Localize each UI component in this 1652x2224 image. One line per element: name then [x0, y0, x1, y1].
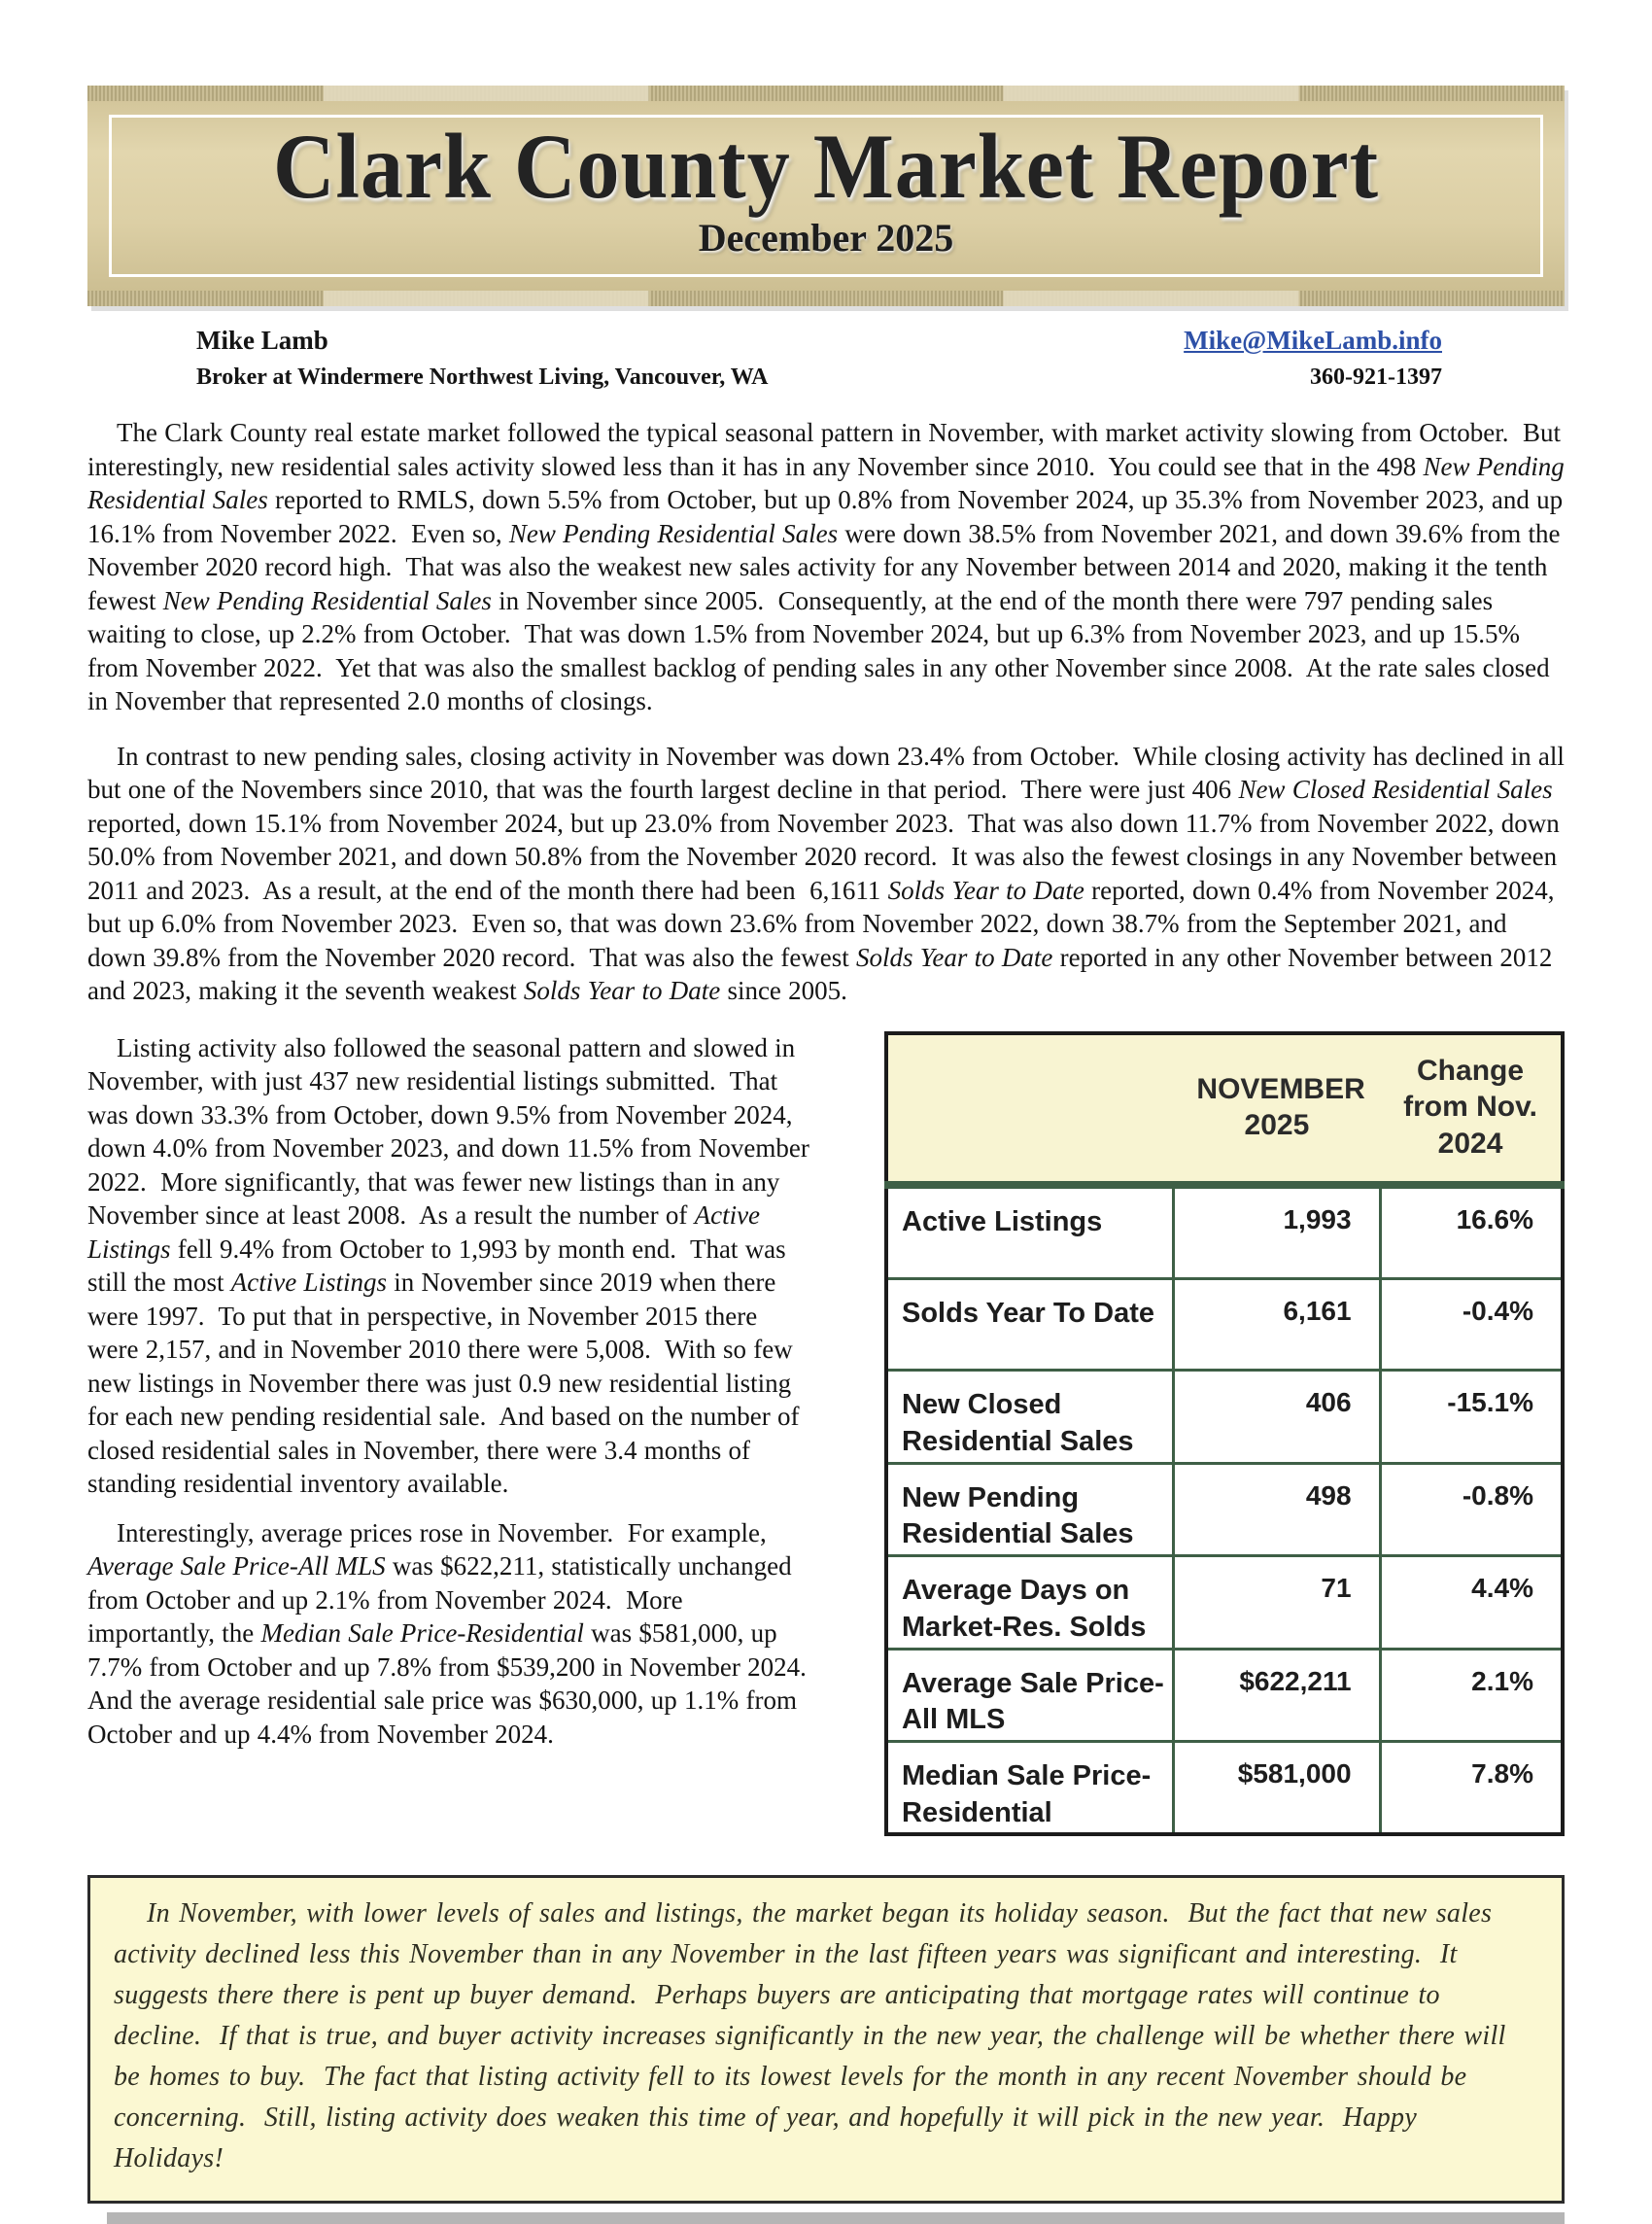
table-row-active-listings: [886, 1185, 1563, 1279]
banner-frame: [109, 115, 1543, 277]
agent-role: Broker at Windermere Northwest Living, Vancouver, WA: [196, 365, 769, 391]
row-label: Average Days on Market-Res. Solds: [886, 1556, 1174, 1649]
table-row-avg-sale-price: [886, 1649, 1563, 1741]
summary-text: In November, with lower levels of sales and listings, the market began its holiday season. But the fact that new sales activity declined less this November than in any November in the last fifteen years was significant and interesting. It suggests there there is pent up buyer demand. Perhaps buyers are anticipating that mortgage rates will continue to decline. If that is true, and buyer activity increases significantly in the new year, the challenge will be whether there will be homes to buy. The fact that listing activity fell to its lowest levels for the month in any recent November should be concerning. Still, listing activity does weaken this time of year, and hopefully it will pick in the new year. Happy Holidays!: [114, 1898, 1515, 2174]
paragraph-prices: Interestingly, average prices rose in November. For example, Average Sale Price-All MLS was $622,211, statistically unchanged from October and up 2.1% from November 2024. More importantly, the Median Sale Price-Residential was $581,000, up 7.7% from October and up 7.8% from $539,200 in November 2024. And the average residential sale price was $630,000, up 1.1% from October and up 4.4% from November 2024.: [87, 1517, 819, 1749]
row-value: 71: [1174, 1556, 1380, 1649]
left-column: [87, 1031, 819, 1752]
row-value: 406: [1174, 1371, 1380, 1463]
row-change: -0.8%: [1380, 1463, 1563, 1555]
paragraph-closed-sales: In contrast to new pending sales, closing activity in November was down 23.4% from October. While closing activity has declined in all but one of the Novembers since 2010, that was the fourth largest decline in that period. There were just 406 New Closed Residential Sales reported, down 15.1% from November 2024, but up 23.0% from November 2023. That was also down 11.7% from November 2022, down 50.0% from November 2021, and down 50.8% from the November 2020 record. It was also the fewest closings in any November between 2011 and 2023. As a result, at the end of the month there had been 6,1611 Solds Year to Date reported, down 0.4% from November 2024, but up 6.0% from November 2023. Even so, that was down 23.6% from November 2022, down 38.7% from the September 2021, and down 39.8% from the November 2020 record. That was also the fewest Solds Year to Date reported in any other November between 2012 and 2023, making it the seventh weakest Solds Year to Date since 2005.: [87, 741, 1572, 1006]
table-row-solds-ytd: [886, 1279, 1563, 1371]
paragraph-listings: Listing activity also followed the seasonal pattern and slowed in November, with just 437 new residential listings submitted. That was down 33.3% from October, down 9.5% from November 2024, down 4.0% from November 2023, and down 11.5% from November 2022. More significantly, that was fewer new listings than in any November since at least 2008. As a result the number of Active Listings fell 9.4% from October to 1,993 by month end. That was still the most Active Listings in November since 2019 when there were 1997. To put that in perspective, in November 2015 there were 2,157, and in November 2010 there were 5,008. With so few new listings in November there was just 0.9 new residential listing for each new pending residential sale. And based on the number of closed residential sales in November, there were 3.4 months of standing residential inventory available.: [87, 1032, 817, 1499]
banner-border-top: [87, 86, 1565, 101]
table-row-avg-days: [886, 1556, 1563, 1649]
row-value: 6,161: [1174, 1279, 1380, 1371]
phone-number: 360-921-1397: [1310, 365, 1442, 391]
row-change: 2.1%: [1380, 1649, 1563, 1741]
report-date: December 2025: [698, 216, 954, 261]
row-value: $622,211: [1174, 1649, 1380, 1741]
row-label: Median Sale Price- Residential: [886, 1741, 1174, 1834]
report-banner: [87, 86, 1565, 306]
table-row-new-pending: [886, 1463, 1563, 1555]
page-title: Clark County Market Report: [272, 117, 1380, 219]
row-label: Active Listings: [902, 1206, 1103, 1238]
row-change: 16.6%: [1380, 1185, 1563, 1279]
market-stats-table: [884, 1031, 1565, 1836]
agent-name: Mike Lamb: [196, 326, 328, 356]
row-change: -15.1%: [1380, 1371, 1563, 1463]
callout-shadow: [107, 2212, 1565, 2224]
summary-callout: [87, 1875, 1565, 2204]
row-change: 4.4%: [1380, 1556, 1563, 1649]
paragraph-pending-sales: The Clark County real estate market followed the typical seasonal pattern in November, with market activity slowing from October. But interestingly, new residential sales activity slowed less than it has in any November since 2010. You could see that in the 498 New Pending Residential Sales reported to RMLS, down 5.5% from October, but up 0.8% from November 2024, up 35.3% from November 2023, and up 16.1% from November 2022. Even so, New Pending Residential Sales were down 38.5% from November 2021, and down 39.6% from the November 2020 record high. That was also the weakest new sales activity for any November between 2014 and 2020, making it the tenth fewest New Pending Residential Sales in November since 2005. Consequently, at the end of the month there were 797 pending sales waiting to close, up 2.2% from October. That was down 1.5% from November 2024, but up 6.3% from November 2023, and up 15.5% from November 2022. Yet that was also the smallest backlog of pending sales in any other November since 2008. At the rate sales closed in November that represented 2.0 months of closings.: [87, 418, 1571, 716]
row-label: New Pending Residential Sales: [886, 1463, 1174, 1555]
table-row-median-sale-price: [886, 1741, 1563, 1834]
header-blank: [886, 1033, 1174, 1186]
table-header-row: [886, 1033, 1563, 1186]
right-column: [884, 1031, 1565, 1836]
header-month: NOVEMBER 2025: [1174, 1033, 1380, 1186]
contact-right: [1184, 326, 1565, 391]
row-value: 498: [1174, 1463, 1380, 1555]
row-change: 7.8%: [1380, 1741, 1563, 1834]
table-row-new-closed: [886, 1371, 1563, 1463]
contact-block: [87, 326, 1565, 391]
row-label: Average Sale Price- All MLS: [886, 1649, 1174, 1741]
header-change: Change from Nov. 2024: [1380, 1033, 1563, 1186]
contact-left: [87, 326, 768, 391]
row-label: New Closed Residential Sales: [886, 1371, 1174, 1463]
row-value: $581,000: [1174, 1741, 1380, 1834]
banner-border-bottom: [87, 291, 1565, 306]
row-label: Solds Year To Date: [886, 1279, 1174, 1371]
email-link[interactable]: Mike@MikeLamb.info: [1184, 326, 1442, 356]
two-column-section: [87, 1031, 1565, 1836]
row-value: 1,993: [1174, 1185, 1380, 1279]
row-change: -0.4%: [1380, 1279, 1563, 1371]
